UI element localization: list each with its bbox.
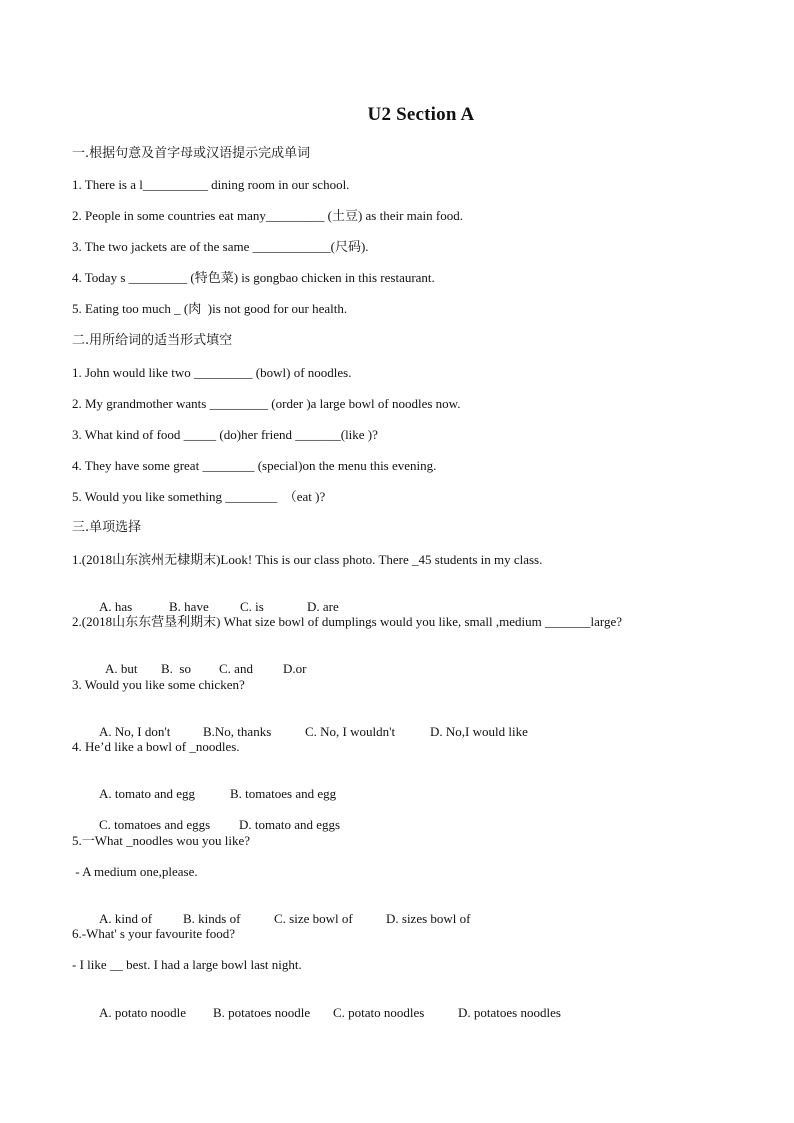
option-a: A. kind of: [99, 911, 153, 926]
s1-question-1: 1. There is a l__________ dining room in our school.: [72, 177, 350, 192]
s1-question-4: 4. Today s _________ (特色菜) is gongbao chicken in this restaurant.: [72, 270, 435, 285]
s3-question-2-stem: 2.(2018山东东营垦利期末) What size bowl of dumplings would you like, small ,medium _______large?: [72, 614, 623, 629]
option-b: B.No, thanks: [203, 724, 272, 739]
option-b: B. kinds of: [183, 911, 241, 926]
option-d: D. are: [307, 599, 339, 614]
option-d: D.or: [283, 661, 307, 676]
option-a: A. potato noodle: [99, 1005, 187, 1020]
s3-question-6-stem: 6.-What' s your favourite food?: [72, 926, 235, 941]
s3-question-5-reply: - A medium one,please.: [72, 864, 198, 879]
option-d: D. potatoes noodles: [458, 1005, 561, 1020]
option-d: D. tomato and eggs: [239, 817, 341, 832]
s2-question-4: 4. They have some great ________ (special)on the menu this evening.: [72, 458, 437, 473]
s3-question-6-options: [86, 989, 561, 1037]
option-d: D. No,I would like: [430, 724, 528, 739]
option-c: C. size bowl of: [274, 911, 353, 926]
option-b: B. so: [161, 661, 191, 676]
option-b: B. have: [169, 599, 209, 614]
s2-question-1: 1. John would like two _________ (bowl) of noodles.: [72, 365, 352, 380]
option-c: C. and: [219, 661, 253, 676]
option-a: A. but: [105, 661, 138, 676]
option-b: B. potatoes noodle: [213, 1005, 311, 1020]
s1-question-2: 2. People in some countries eat many_________ (土豆) as their main food.: [72, 208, 464, 223]
s1-question-3: 3. The two jackets are of the same ____________(尺码).: [72, 239, 369, 254]
option-a: A. has: [99, 599, 133, 614]
s3-question-4-stem: 4. He’d like a bowl of _noodles.: [72, 739, 240, 754]
option-a: A. tomato and egg: [99, 786, 196, 801]
option-c: C. potato noodles: [333, 1005, 425, 1020]
section-1-heading: 一.根据句意及首字母或汉语提示完成单词: [72, 146, 311, 161]
s2-question-5: 5. Would you like something ________ （eat )?: [72, 489, 326, 504]
option-c: C. tomatoes and eggs: [99, 817, 211, 832]
page-title: U2 Section A: [367, 104, 475, 125]
s2-question-3: 3. What kind of food _____ (do)her friend _______(like )?: [72, 427, 378, 442]
section-3-heading: 三.单项选择: [72, 520, 142, 535]
option-a: A. No, I don't: [99, 724, 171, 739]
option-c: C. No, I wouldn't: [305, 724, 396, 739]
s3-question-6-reply: - I like __ best. I had a large bowl last night.: [72, 957, 302, 972]
option-c: C. is: [240, 599, 264, 614]
s3-question-5-stem: 5.一What _noodles wou you like?: [72, 833, 250, 848]
s3-question-1-stem: 1.(2018山东滨州无棣期末)Look! This is our class photo. There _45 students in my class.: [72, 552, 543, 567]
s3-question-3-stem: 3. Would you like some chicken?: [72, 677, 245, 692]
option-d: D. sizes bowl of: [386, 911, 471, 926]
s2-question-2: 2. My grandmother wants _________ (order )a large bowl of noodles now.: [72, 396, 461, 411]
s1-question-5: 5. Eating too much _ (肉 )is not good for our health.: [72, 301, 348, 316]
section-2-heading: 二.用所给词的适当形式填空: [72, 333, 233, 348]
option-b: B. tomatoes and egg: [230, 786, 337, 801]
